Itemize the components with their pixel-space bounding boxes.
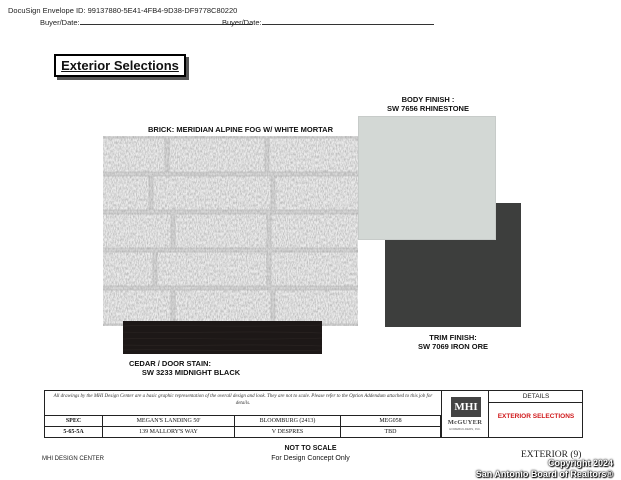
table-cell: SPEC: [45, 416, 103, 427]
buyer-date-field-1[interactable]: [40, 17, 252, 27]
title-block-table: [45, 415, 441, 438]
cedar-stain-label: CEDAR / DOOR STAIN:: [129, 359, 211, 368]
details-value: EXTERIOR SELECTIONS: [497, 413, 575, 420]
table-cell: MEG058: [341, 416, 441, 427]
design-concept-note: For Design Concept Only: [271, 455, 350, 462]
table-cell: MEGAN'S LANDING 50': [103, 416, 235, 427]
disclaimer-text: All drawings by the MHI Design Center are a basic graphic representation of the overall design and look. They are not to scale. Please refer to the Option Addendum attached to this job for details.: [53, 394, 433, 406]
body-finish-label: BODY FINISH :: [401, 95, 455, 104]
logo-mark: [451, 397, 481, 417]
table-row: [45, 416, 441, 427]
table-cell: TBD: [341, 427, 441, 438]
cedar-stain-swatch: [123, 321, 322, 354]
wood-grain-texture: [123, 321, 322, 354]
buyer-date-line: [262, 17, 434, 25]
copyright-watermark: [476, 458, 613, 480]
logo-tagline: HOMEBUILDERS, INC.: [449, 427, 481, 431]
cedar-stain-value: SW 3233 MIDNIGHT BLACK: [141, 368, 241, 377]
table-cell: 139 MALLORY'S WAY: [103, 427, 235, 438]
design-center-name: MHI DESIGN CENTER: [42, 456, 105, 462]
table-cell: BLOOMBURG (2413): [235, 416, 341, 427]
brick-label: BRICK: MERIDIAN ALPINE FOG W/ WHITE MORTAR: [148, 125, 333, 134]
logo-text: MHI: [454, 401, 478, 413]
body-finish-swatch: [358, 116, 496, 240]
brick-swatch: [103, 136, 358, 326]
company-logo: [441, 391, 489, 437]
table-cell: 5-65-5A: [45, 427, 103, 438]
not-to-scale-note: NOT TO SCALE: [284, 445, 337, 452]
buyer-date-label: Buyer/Date:: [222, 18, 262, 27]
table-cell: V DESPRES: [235, 427, 341, 438]
trim-finish-value: SW 7069 IRON ORE: [417, 342, 489, 351]
body-finish-value: SW 7656 RHINESTONE: [387, 104, 469, 113]
page-title: Exterior Selections: [54, 54, 186, 77]
sheet-number: EXTERIOR (9): [521, 450, 582, 460]
table-row: [45, 427, 441, 438]
docusign-envelope-id: DocuSign Envelope ID: 99137880-5E41-4FB4-9D38-DF9778C80220: [8, 6, 238, 15]
brick-texture-image: [103, 136, 358, 326]
buyer-date-label: Buyer/Date:: [40, 18, 80, 27]
details-header: DETAILS: [489, 391, 583, 403]
logo-company-name: McGUYER: [447, 419, 483, 426]
trim-finish-label: TRIM FINISH:: [429, 333, 477, 342]
buyer-date-field-2[interactable]: [222, 17, 434, 27]
copyright-line: Copyright 2024: [547, 458, 613, 468]
copyright-owner: San Antonio Board of Realtors®: [475, 469, 613, 479]
title-block: [44, 390, 583, 438]
